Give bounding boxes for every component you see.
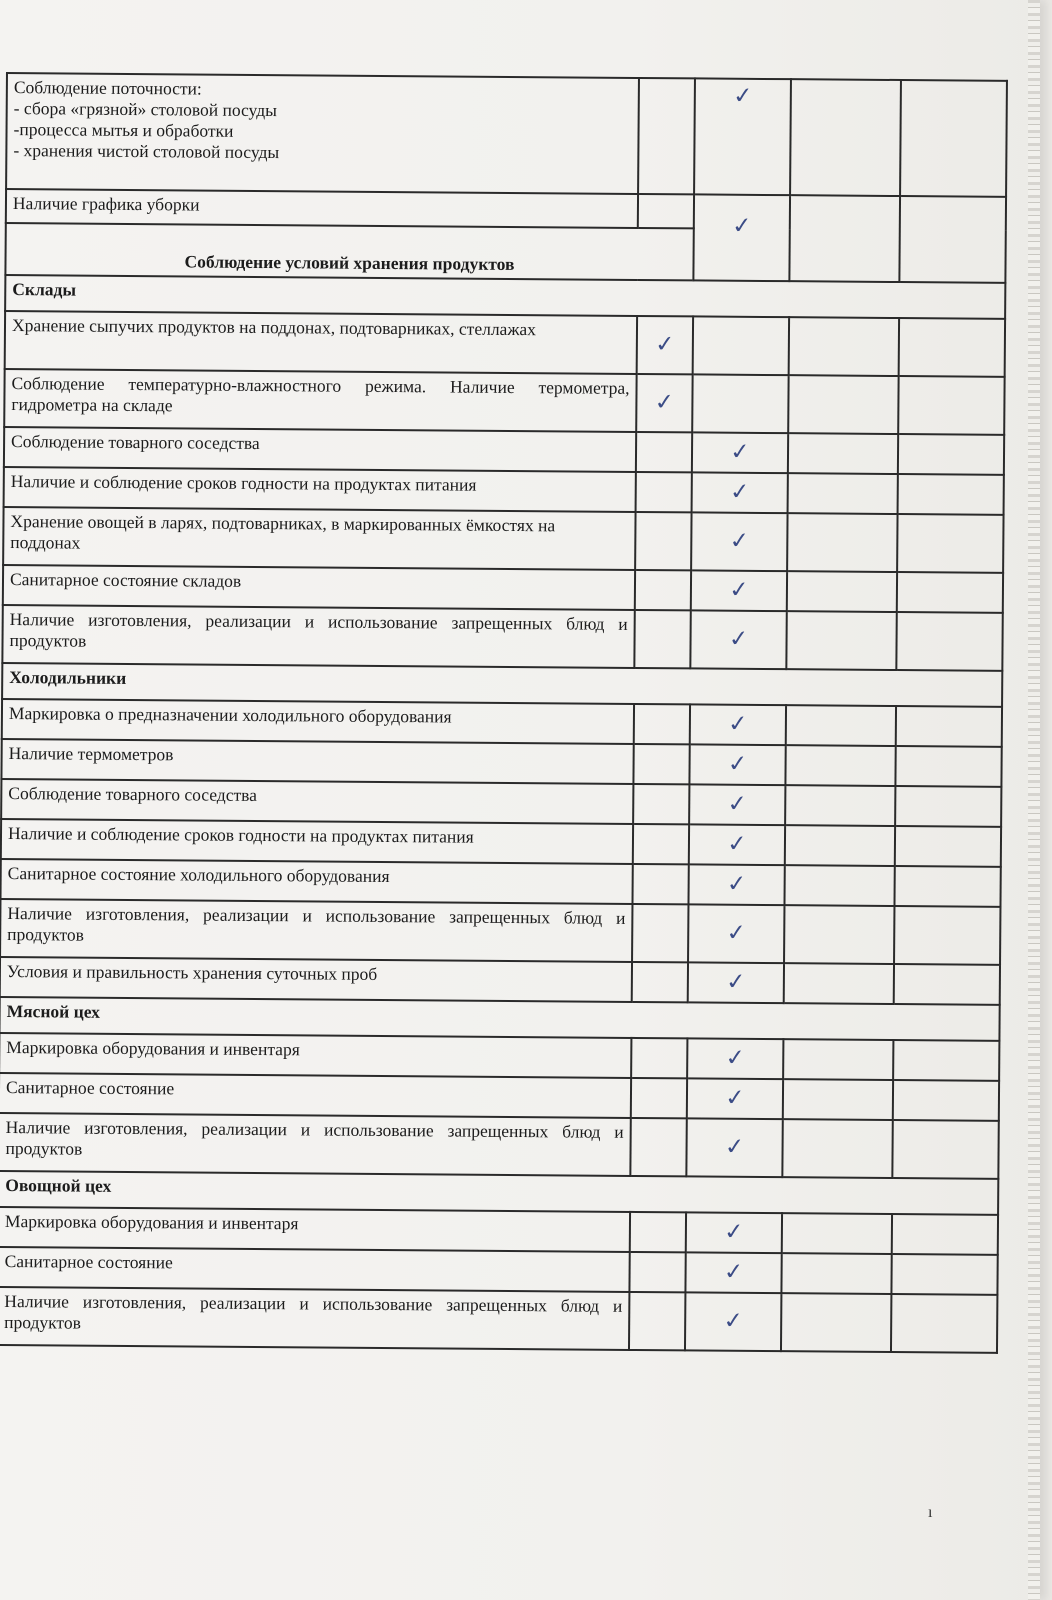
checkmark-icon: ✓ [725, 870, 748, 898]
row-description: Соблюдение товарного соседства [1, 779, 633, 824]
checklist-row [0, 1113, 999, 1179]
mark-cell [789, 317, 899, 376]
mark-cell [898, 474, 1004, 515]
section-title: Овощной цех [0, 1171, 998, 1215]
checkmark-icon: ✓ [728, 527, 751, 555]
checkmark-icon: ✓ [722, 1258, 745, 1286]
mark-cell [638, 194, 694, 228]
mark-cell [788, 375, 898, 434]
mark-cell [688, 864, 784, 905]
mark-cell [898, 376, 1004, 435]
row-description: Санитарное состояние складов [3, 565, 635, 610]
mark-cell [897, 572, 1003, 613]
mark-cell [691, 512, 787, 571]
mark-cell [692, 472, 788, 513]
mark-cell [891, 1254, 997, 1295]
row-description: Хранение овощей в ларях, подтоварниках, в маркированных ёмкостях на поддонах [3, 507, 635, 570]
mark-cell [783, 1079, 893, 1120]
mark-cell [633, 784, 689, 824]
page-mark: ı [928, 1504, 933, 1521]
mark-cell [789, 195, 900, 282]
mark-cell [894, 964, 1000, 1005]
checklist-row [0, 899, 1000, 965]
mark-cell [781, 1293, 891, 1352]
checkmark-icon: ✓ [653, 331, 677, 359]
mark-cell [692, 374, 788, 433]
mark-cell [634, 704, 690, 744]
mark-cell [892, 1120, 998, 1179]
row-description: Маркировка оборудования и инвентаря [0, 1033, 631, 1078]
mark-cell [782, 1119, 892, 1178]
mark-cell [783, 1039, 893, 1080]
checkmark-icon: ✓ [731, 82, 755, 110]
mark-cell [693, 194, 790, 281]
checkmark-icon: ✓ [727, 576, 751, 604]
checkmark-icon: ✓ [721, 1307, 745, 1335]
mark-cell [894, 906, 1000, 965]
mark-cell [785, 825, 895, 866]
mark-cell [689, 824, 785, 865]
mark-cell [790, 79, 901, 196]
flow-line: -процесса мытья и обработки [13, 119, 234, 141]
mark-cell [782, 1213, 892, 1254]
mark-cell [893, 1040, 999, 1081]
mark-cell [637, 316, 693, 374]
checklist-row [3, 507, 1003, 573]
checkmark-icon: ✓ [723, 1084, 747, 1112]
row-description: Соблюдение товарного соседства [4, 427, 636, 472]
checklist-row [4, 369, 1004, 435]
mark-cell [629, 1292, 685, 1350]
mark-cell [691, 570, 787, 611]
mark-cell [786, 611, 896, 670]
mark-cell [891, 1294, 997, 1353]
row-description: Условия и правильность хранения суточных проб [0, 957, 632, 1002]
checkmark-icon: ✓ [725, 790, 749, 818]
mark-cell [899, 196, 1006, 283]
row-description: Наличие изготовления, реализации и использование запрещенных блюд и продуктов [0, 899, 632, 962]
mark-cell [787, 571, 897, 612]
mark-cell [685, 1252, 781, 1293]
mark-cell [634, 610, 690, 668]
mark-cell [629, 1252, 685, 1292]
mark-cell [686, 1118, 782, 1177]
checkmark-icon: ✓ [728, 478, 752, 506]
checklist-row [5, 311, 1005, 377]
mark-cell [630, 1212, 686, 1252]
mark-cell [784, 963, 894, 1004]
mark-cell [787, 513, 897, 572]
mark-cell [635, 512, 691, 570]
mark-cell [896, 612, 1002, 671]
mark-cell [636, 374, 692, 432]
row-description: Санитарное состояние холодильного оборудования [1, 859, 633, 904]
checklist-document [0, 72, 1006, 1354]
mark-cell [900, 80, 1007, 197]
mark-cell [689, 784, 785, 825]
mark-cell [693, 316, 789, 375]
mark-cell [688, 904, 784, 963]
paper-stack-edge [1028, 0, 1040, 1600]
section-title: Холодильники [2, 663, 1002, 707]
mark-cell [685, 1292, 781, 1351]
mark-cell [784, 865, 894, 906]
storage-section-title: Соблюдение условий хранения продуктов [5, 223, 693, 280]
mark-cell [690, 610, 786, 669]
checkmark-icon: ✓ [725, 830, 749, 858]
mark-cell [633, 824, 689, 864]
section-title: Склады [5, 275, 1005, 319]
mark-cell [687, 1038, 783, 1079]
mark-cell [631, 1038, 687, 1078]
mark-cell [785, 745, 895, 786]
row-description: Хранение сыпучих продуктов на поддонах, подтоварниках, стеллажах [5, 311, 637, 374]
flow-line: - сбора «грязной» столовой посуды [13, 98, 277, 121]
row-description: Маркировка оборудования и инвентаря [0, 1207, 630, 1252]
flow-line: - хранения чистой столовой посуды [13, 140, 280, 163]
mark-cell [687, 1078, 783, 1119]
mark-cell [636, 472, 692, 512]
checkmark-icon: ✓ [728, 438, 752, 466]
checkmark-icon: ✓ [730, 212, 754, 240]
mark-cell [632, 864, 688, 904]
row-description: Наличие и соблюдение сроков годности на продуктах питания [1, 819, 633, 864]
checkmark-icon: ✓ [724, 968, 748, 996]
mark-cell [686, 1212, 782, 1253]
row-description: Наличие изготовления, реализации и использование запрещенных блюд и продуктов [0, 1113, 631, 1176]
mark-cell [894, 866, 1000, 907]
row-description: Наличие и соблюдение сроков годности на продуктах питания [4, 467, 636, 512]
mark-cell [784, 905, 894, 964]
mark-cell [897, 514, 1003, 573]
mark-cell [636, 432, 692, 472]
mark-cell [633, 744, 689, 784]
checklist-row [2, 605, 1002, 671]
mark-cell [635, 570, 691, 610]
checkmark-icon: ✓ [726, 750, 749, 778]
row-description: Наличие термометров [1, 739, 633, 784]
row-description: Санитарное состояние [0, 1247, 630, 1292]
mark-cell [694, 78, 791, 195]
mark-cell [785, 785, 895, 826]
row-description: Санитарное состояние [0, 1073, 631, 1118]
mark-cell [788, 473, 898, 514]
mark-cell [892, 1214, 998, 1255]
checkmark-icon: ✓ [726, 710, 750, 738]
mark-cell [786, 705, 896, 746]
flow-heading: Соблюдение поточности: [13, 77, 202, 99]
flow-description [6, 73, 639, 194]
checkmark-icon: ✓ [723, 1044, 747, 1072]
mark-cell [896, 706, 1002, 747]
mark-cell [688, 962, 784, 1003]
mark-cell [630, 1118, 686, 1176]
checklist-row [0, 1287, 997, 1353]
mark-cell [898, 434, 1004, 475]
mark-cell [632, 904, 688, 962]
mark-cell [895, 786, 1001, 827]
row-description: Наличие изготовления, реализации и использование запрещенных блюд и продуктов [0, 1287, 629, 1350]
checkmark-icon: ✓ [653, 389, 676, 417]
schedule-description: Наличие графика уборки [6, 189, 638, 228]
mark-cell [893, 1080, 999, 1121]
section-title: Мясной цех [0, 997, 1000, 1041]
mark-cell [692, 432, 788, 473]
mark-cell [689, 744, 785, 785]
checkmark-icon: ✓ [727, 625, 750, 653]
mark-cell [781, 1253, 891, 1294]
mark-cell [690, 704, 786, 745]
row-description: Маркировка о предназначении холодильного оборудования [2, 699, 634, 744]
mark-cell [632, 962, 688, 1002]
flow-row [6, 73, 1007, 197]
mark-cell [895, 746, 1001, 787]
mark-cell [899, 318, 1005, 377]
checkmark-icon: ✓ [724, 919, 748, 947]
mark-cell [638, 78, 695, 194]
row-description: Соблюдение температурно-влажностного режима. Наличие термометра, гидрометра на складе [4, 369, 636, 432]
row-description: Наличие изготовления, реализации и использование запрещенных блюд и продуктов [2, 605, 634, 668]
mark-cell [788, 433, 898, 474]
checkmark-icon: ✓ [722, 1218, 746, 1246]
mark-cell [631, 1078, 687, 1118]
checkmark-icon: ✓ [723, 1133, 746, 1161]
mark-cell [895, 826, 1001, 867]
checklist-table [0, 72, 1008, 1354]
